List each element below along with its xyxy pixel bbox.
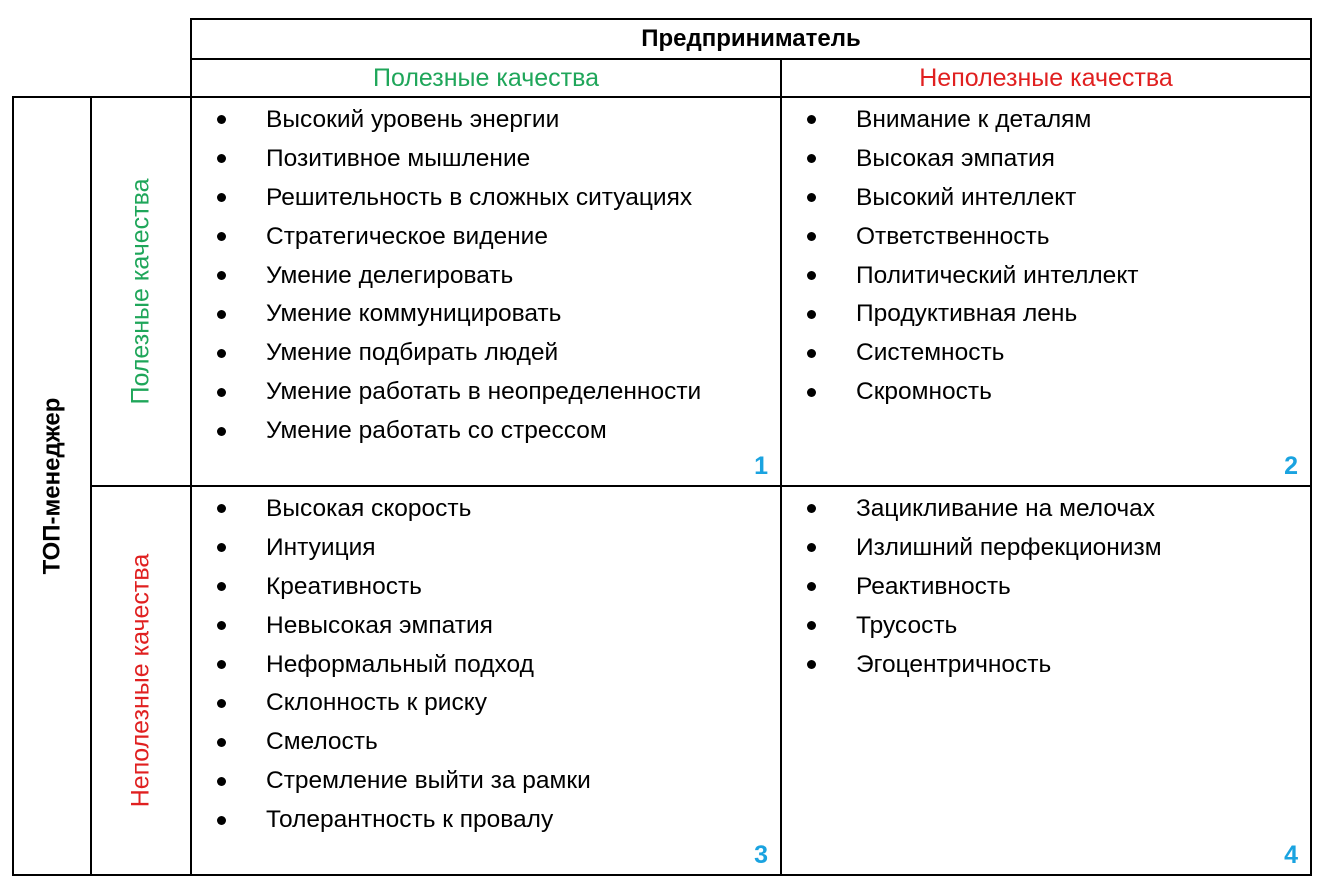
quadrant-2	[780, 96, 1312, 487]
quadrant-number: 4	[1284, 841, 1298, 869]
bullet-icon	[807, 582, 816, 591]
bullet-icon	[217, 699, 226, 708]
bullet-icon	[807, 271, 816, 280]
bullet-icon	[807, 388, 816, 397]
list-item: Позитивное мышление	[212, 140, 701, 179]
list-item: Умение коммуницировать	[212, 295, 701, 334]
list-item: Скромность	[802, 373, 1139, 412]
bullet-icon	[217, 621, 226, 630]
bullet-icon	[807, 660, 816, 669]
column-header-useless	[780, 58, 1312, 98]
bullet-icon	[217, 388, 226, 397]
quadrant-4-list	[802, 490, 1162, 684]
quadrant-number: 3	[754, 841, 768, 869]
bullet-icon	[807, 154, 816, 163]
list-item: Стратегическое видение	[212, 218, 701, 257]
list-item: Политический интеллект	[802, 257, 1139, 296]
quadrant-3-list	[212, 490, 591, 840]
list-item: Умение работать со стрессом	[212, 412, 701, 451]
list-item: Смелость	[212, 723, 591, 762]
bullet-icon	[217, 582, 226, 591]
bullet-icon	[217, 427, 226, 436]
list-item: Эгоцентричность	[802, 646, 1162, 685]
list-item: Толерантность к провалу	[212, 801, 591, 840]
list-item: Внимание к деталям	[802, 101, 1139, 140]
list-item: Высокая эмпатия	[802, 140, 1139, 179]
list-item: Реактивность	[802, 568, 1162, 607]
quadrant-number: 1	[754, 452, 768, 480]
list-item: Высокий уровень энергии	[212, 101, 701, 140]
bullet-icon	[217, 660, 226, 669]
list-item: Трусость	[802, 607, 1162, 646]
entrepreneur-title: Предприниматель	[641, 25, 861, 52]
list-item: Высокий интеллект	[802, 179, 1139, 218]
list-item: Склонность к риску	[212, 684, 591, 723]
row-header-useful	[90, 96, 192, 487]
bullet-icon	[807, 349, 816, 358]
bullet-icon	[217, 777, 226, 786]
quadrant-1	[190, 96, 782, 487]
quadrant-4	[780, 485, 1312, 876]
column-header-useful-label: Полезные качества	[373, 63, 599, 92]
row-header-useful-label: Полезные качества	[126, 178, 155, 405]
row-header-useless-label: Неполезные качества	[126, 553, 155, 808]
list-item: Продуктивная лень	[802, 295, 1139, 334]
list-item: Системность	[802, 334, 1139, 373]
bullet-icon	[807, 504, 816, 513]
list-item: Решительность в сложных ситуациях	[212, 179, 701, 218]
bullet-icon	[217, 504, 226, 513]
top-manager-title: ТОП-менеджер	[38, 397, 66, 575]
bullet-icon	[807, 621, 816, 630]
bullet-icon	[217, 193, 226, 202]
bullet-icon	[807, 193, 816, 202]
list-item: Интуиция	[212, 529, 591, 568]
bullet-icon	[217, 271, 226, 280]
bullet-icon	[217, 232, 226, 241]
quadrant-number: 2	[1284, 452, 1298, 480]
list-item: Неформальный подход	[212, 646, 591, 685]
bullet-icon	[217, 349, 226, 358]
bullet-icon	[217, 816, 226, 825]
bullet-icon	[217, 310, 226, 319]
bullet-icon	[807, 310, 816, 319]
column-header-useful	[190, 58, 782, 98]
list-item: Высокая скорость	[212, 490, 591, 529]
bullet-icon	[807, 543, 816, 552]
list-item: Ответственность	[802, 218, 1139, 257]
row-header-useless	[90, 485, 192, 876]
quadrant-2-list	[802, 101, 1139, 412]
list-item: Излишний перфекционизм	[802, 529, 1162, 568]
list-item: Стремление выйти за рамки	[212, 762, 591, 801]
list-item: Умение подбирать людей	[212, 334, 701, 373]
list-item: Умение работать в неопределенности	[212, 373, 701, 412]
bullet-icon	[217, 115, 226, 124]
bullet-icon	[217, 154, 226, 163]
bullet-icon	[217, 543, 226, 552]
entrepreneur-header	[190, 18, 1312, 60]
list-item: Умение делегировать	[212, 257, 701, 296]
list-item: Креативность	[212, 568, 591, 607]
bullet-icon	[807, 115, 816, 124]
column-header-useless-label: Неполезные качества	[919, 63, 1173, 92]
top-manager-header	[12, 96, 92, 876]
bullet-icon	[807, 232, 816, 241]
bullet-icon	[217, 738, 226, 747]
quadrant-3	[190, 485, 782, 876]
list-item: Зацикливание на мелочах	[802, 490, 1162, 529]
list-item: Невысокая эмпатия	[212, 607, 591, 646]
quadrant-1-list	[212, 101, 701, 451]
